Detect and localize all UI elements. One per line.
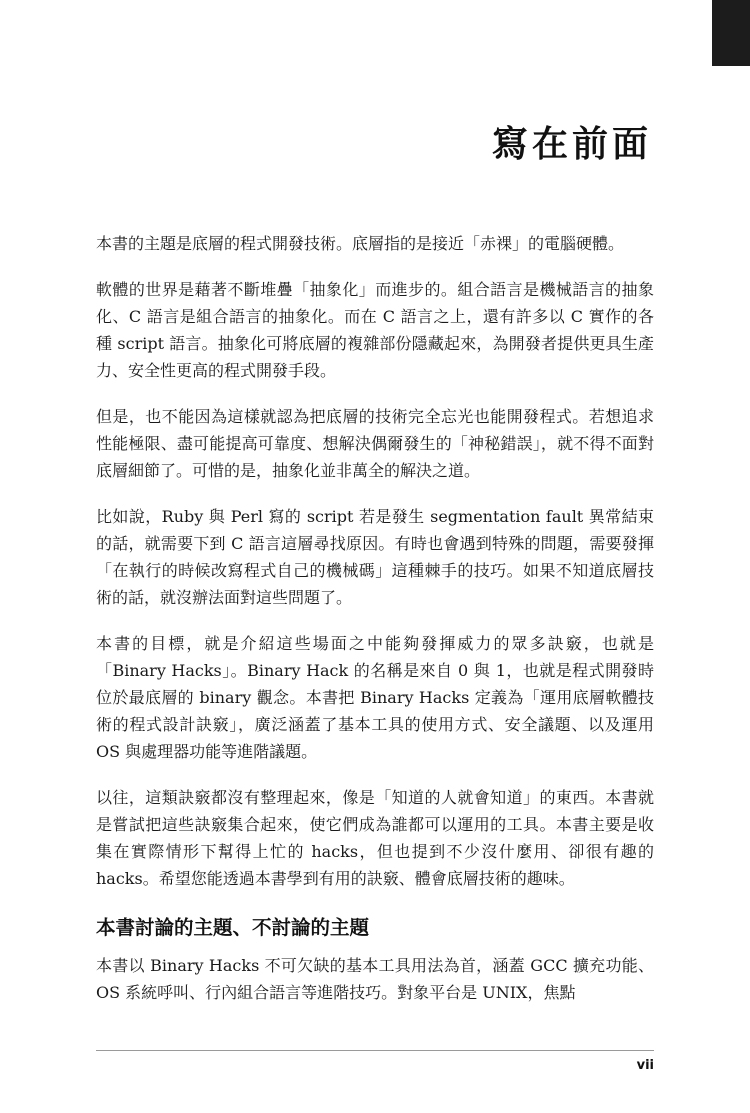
section-paragraph: 本書以 Binary Hacks 不可欠缺的基本工具用法為首，涵蓋 GCC 擴充功能、OS 系統呼叫、行內組合語言等進階技巧。對象平台是 UNIX，焦點: [96, 956, 654, 1002]
paragraph-3: 但是，也不能因為這樣就認為把底層的技術完全忘光也能開發程式。若想追求性能極限、盡可能提高可靠度、想解決偶爾發生的「神秘錯誤」，就不得不面對底層細節了。可惜的是，抽象化並非萬全的解決之道。: [96, 407, 654, 480]
page-number: vii: [636, 1058, 654, 1073]
paragraph-4: 比如說，Ruby 與 Perl 寫的 script 若是發生 segmentation fault 異常結束的話，就需要下到 C 語言這層尋找原因。有時也會遇到特殊的問題，需要發揮「在執行的時候改寫程式自己的機械碼」這種棘手的技巧。如果不知道底層技術的話，就沒辦法面對這些問題了。: [96, 507, 654, 607]
section-heading: 本書討論的主題、不討論的主題: [96, 916, 370, 939]
paragraph-2: 軟體的世界是藉著不斷堆疊「抽象化」而進步的。組合語言是機械語言的抽象化、C 語言是組合語言的抽象化。而在 C 語言之上，還有許多以 C 實作的各種 script 語言。抽象化可將底層的複雜部份隱藏起來，為開發者提供更具生產力、安全性更高的程式開發手段。: [96, 280, 654, 380]
paragraph-6: 以往，這類訣竅都沒有整理起來，像是「知道的人就會知道」的東西。本書就是嘗試把這些訣竅集合起來，使它們成為誰都可以運用的工具。本書主要是收集在實際情形下幫得上忙的 hacks，但也提到不少沒什麼用、卻很有趣的 hacks。希望您能透過本書學到有用的訣竅、體會底層技術的趣味。: [96, 788, 654, 888]
paragraph-1: 本書的主題是底層的程式開發技術。底層指的是接近「赤裸」的電腦硬體。: [96, 234, 625, 253]
chapter-tab-marker: [712, 0, 750, 66]
paragraph-5: 本書的目標，就是介紹這些場面之中能夠發揮威力的眾多訣竅，也就是「Binary Hacks」。Binary Hack 的名稱是來自 0 與 1，也就是程式開發時位於最底層的 binary 觀念。本書把 Binary Hacks 定義為「運用底層軟體技術的程式設計訣竅」，廣泛涵蓋了基本工具的使用方式、安全議題、以及運用 OS 與處理器功能等進階議題。: [96, 634, 654, 761]
footer-rule: [96, 1050, 654, 1051]
body-text: [96, 230, 654, 1025]
chapter-title: 寫在前面: [491, 124, 652, 165]
